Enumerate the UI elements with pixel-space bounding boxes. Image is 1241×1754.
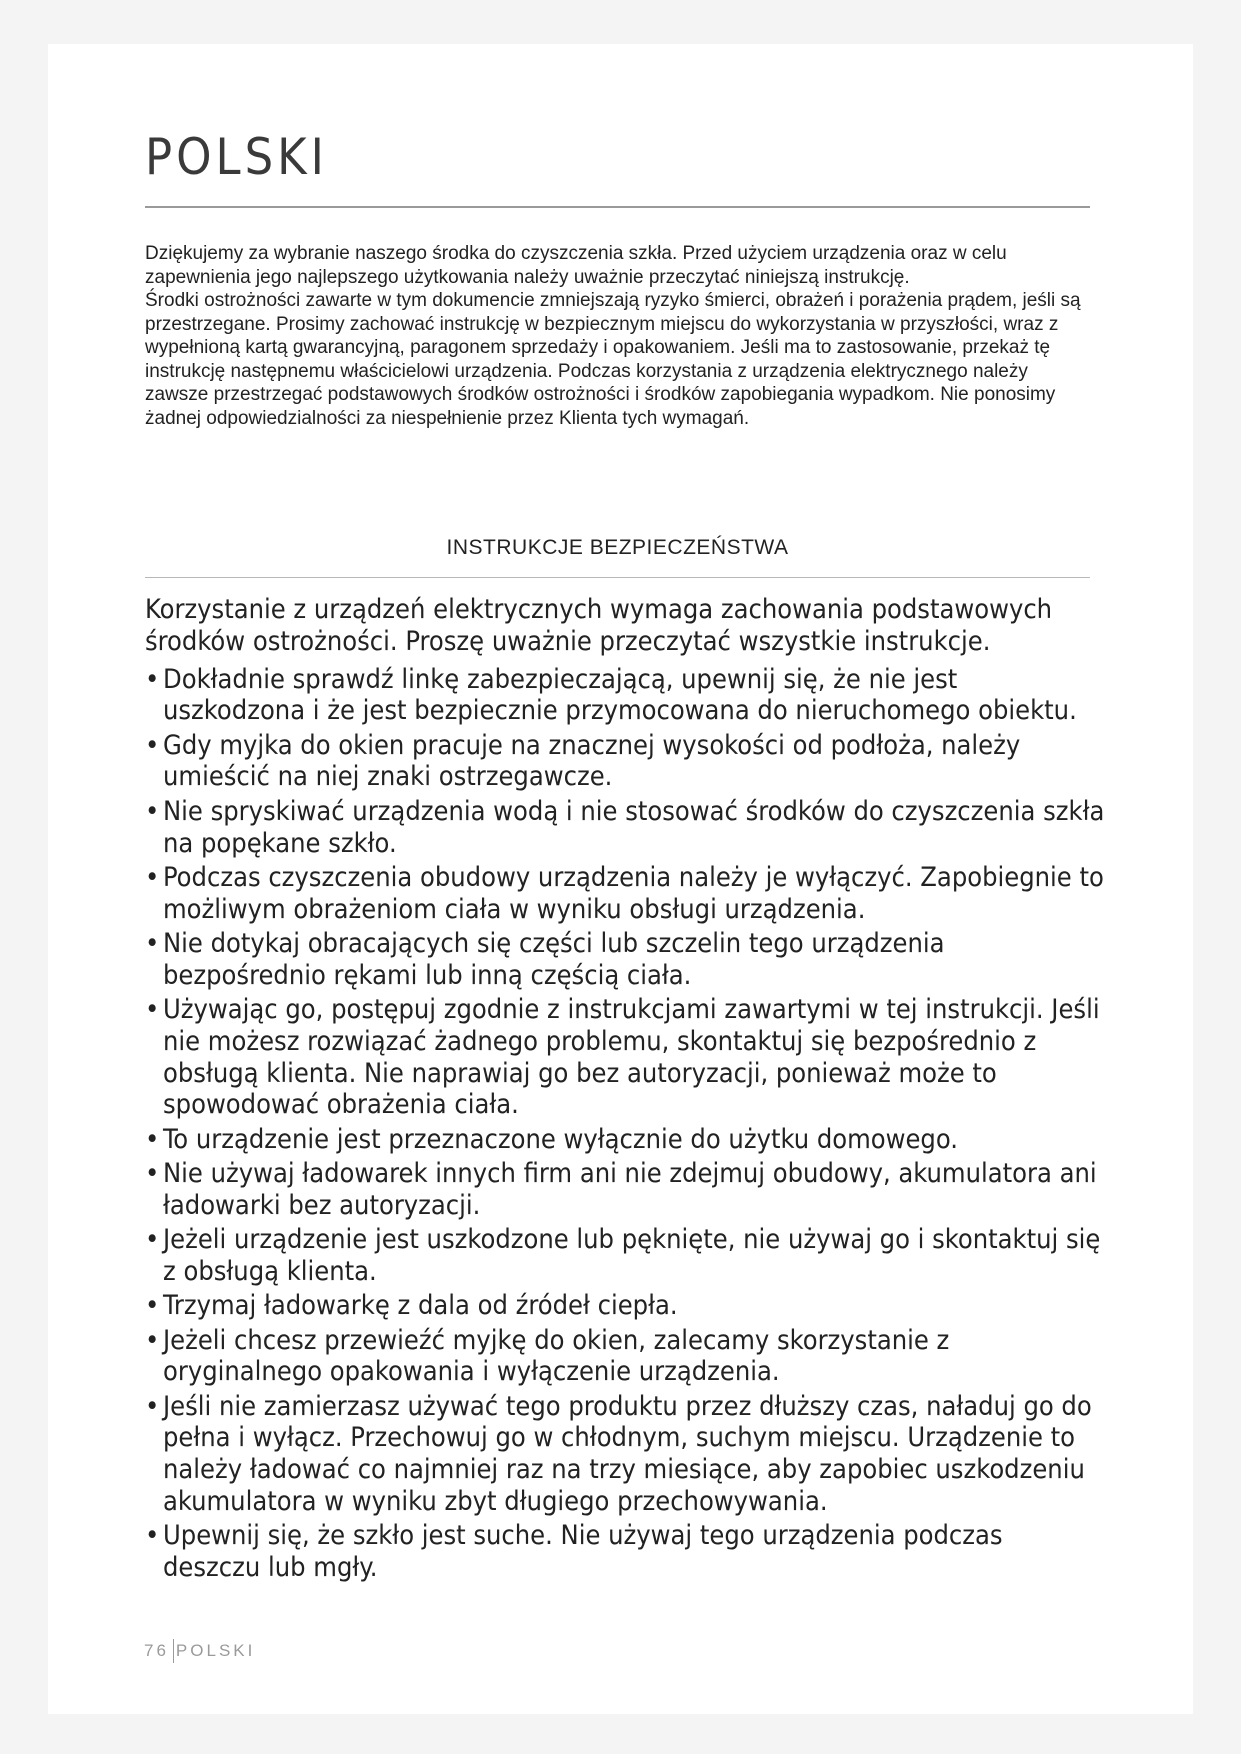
- intro-paragraph-1: Dziękujemy za wybranie naszego środka do czyszczenia szkła. Przed użyciem urządzenia oraz w celu zapewnienia jego najlepszego użytkowania należy uważnie przeczytać niniejszą instrukcję.: [145, 243, 1007, 288]
- bullet: •: [145, 729, 160, 761]
- safety-item: [145, 730, 1105, 794]
- safety-item: [145, 1224, 1105, 1288]
- bullet: •: [145, 1390, 160, 1422]
- footer-label: POLSKI: [175, 1641, 256, 1660]
- page-number: 76: [144, 1641, 169, 1660]
- safety-item-text: Używając go, postępuj zgodnie z instrukcjami zawartymi w tej instrukcji. Jeśli nie możesz rozwiązać żadnego problemu, skontaktuj się bezpośrednio z obsługą klienta. Nie naprawiaj go bez autoryzacji, ponieważ może to spowodować obrażenia ciała.: [163, 994, 1100, 1121]
- safety-item-text: Gdy myjka do okien pracuje na znacznej wysokości od podłoża, należy umieścić na niej znaki ostrzegawcze.: [163, 729, 1021, 793]
- footer-separator: [173, 1639, 174, 1663]
- safety-item: [145, 664, 1105, 728]
- safety-item: [145, 1124, 1105, 1156]
- safety-heading: INSTRUKCJE BEZPIECZEŃSTWA: [446, 536, 789, 559]
- safety-item: [145, 1290, 1105, 1322]
- title-divider: [145, 206, 1090, 208]
- safety-item-text: Jeżeli urządzenie jest uszkodzone lub pęknięte, nie używaj go i skontaktuj się z obsługą klienta.: [163, 1224, 1101, 1287]
- bullet: •: [145, 795, 160, 827]
- safety-item: [145, 1325, 1105, 1389]
- safety-item-text: Dokładnie sprawdź linkę zabezpieczającą, upewnij się, że nie jest uszkodzona i że jest bezpiecznie przymocowana do nieruchomego obiektu.: [163, 663, 1077, 727]
- safety-item: [145, 994, 1105, 1121]
- safety-divider: [145, 577, 1090, 578]
- bullet: •: [145, 1224, 160, 1256]
- bullet: •: [145, 663, 160, 695]
- safety-item: [145, 862, 1105, 926]
- safety-item-text: Upewnij się, że szkło jest suche. Nie używaj tego urządzenia podczas deszczu lub mgły.: [163, 1520, 1003, 1584]
- safety-item: [145, 796, 1105, 860]
- page-title: POLSKI: [145, 128, 328, 186]
- bullet: •: [145, 1158, 160, 1190]
- safety-item-text: Nie używaj ładowarek innych firm ani nie zdejmuj obudowy, akumulatora ani ładowarki bez autoryzacji.: [163, 1158, 1097, 1221]
- safety-item-text: Nie spryskiwać urządzenia wodą i nie stosować środków do czyszczenia szkła na popękane szkło.: [163, 795, 1105, 859]
- safety-item: [145, 1520, 1105, 1584]
- safety-item: [145, 928, 1105, 992]
- safety-item-text: Nie dotykaj obracających się części lub szczelin tego urządzenia bezpośrednio rękami lub inną częścią ciała.: [163, 927, 945, 991]
- bullet: •: [145, 994, 160, 1026]
- safety-list: [145, 664, 1105, 1584]
- bullet: •: [145, 927, 160, 959]
- safety-item-text: Jeśli nie zamierzasz używać tego produktu przez dłuższy czas, naładuj go do pełna i wyłącz. Przechowuj go w chłodnym, suchym miejscu. Urządzenie to należy ładować co najmniej raz na trzy miesiące, aby zapobiec uszkodzeniu akumulatora w wyniku zbyt długiego przechowywania.: [163, 1390, 1092, 1518]
- safety-section: [145, 594, 1105, 1586]
- safety-item-text: To urządzenie jest przeznaczone wyłącznie do użytku domowego.: [163, 1123, 958, 1155]
- safety-item: [145, 1391, 1105, 1518]
- safety-lead: Korzystanie z urządzeń elektrycznych wymaga zachowania podstawowych środków ostrożności. Proszę uważnie przeczytać wszystkie instrukcje.: [145, 594, 1053, 657]
- bullet: •: [145, 1290, 160, 1322]
- page-footer: [144, 1639, 255, 1663]
- bullet: •: [145, 861, 160, 893]
- bullet: •: [145, 1520, 160, 1552]
- safety-item-text: Podczas czyszczenia obudowy urządzenia należy je wyłączyć. Zapobiegnie to możliwym obrażeniom ciała w wyniku obsługi urządzenia.: [163, 861, 1104, 925]
- safety-item: [145, 1158, 1105, 1222]
- safety-item-text: Trzymaj ładowarkę z dala od źródeł ciepła.: [163, 1290, 678, 1322]
- intro-paragraph-2: Środki ostrożności zawarte w tym dokumencie zmniejszają ryzyko śmierci, obrażeń i porażenia prądem, jeśli są przestrzegane. Prosimy zachować instrukcję w bezpiecznym miejscu do wykorzystania w przyszłości, wraz z wypełnioną kartą gwarancyjną, paragonem sprzedaży i opakowaniem. Jeśli ma to zastosowanie, przekaż tę instrukcję następnemu właścicielowi urządzenia. Podczas korzystania z urządzenia elektrycznego należy zawsze przestrzegać podstawowych środków ostrożności i środków zapobiegania wypadkom. Nie ponosimy żadnej odpowiedzialności za niespełnienie przez Klienta tych wymagań.: [145, 290, 1081, 429]
- bullet: •: [145, 1123, 160, 1155]
- intro-section: [145, 242, 1090, 430]
- safety-item-text: Jeżeli chcesz przewieźć myjkę do okien, zalecamy skorzystanie z oryginalnego opakowania i wyłączenie urządzenia.: [163, 1324, 950, 1388]
- bullet: •: [145, 1324, 160, 1356]
